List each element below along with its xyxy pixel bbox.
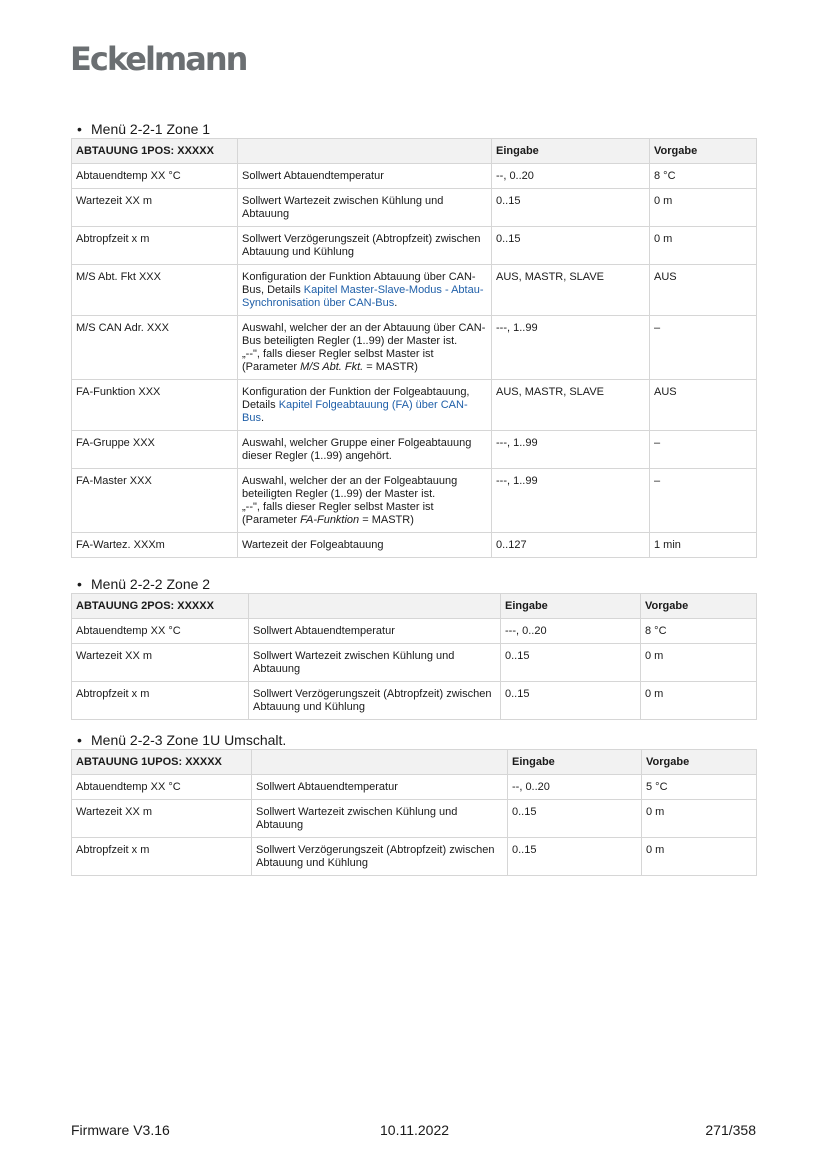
table-row [72,316,757,380]
header-input: Eingabe [508,750,642,775]
input-cell: 0..15 [508,838,642,876]
param-cell: FA-Funktion XXX [72,380,238,431]
section-heading-text: Menü 2-2-1 Zone 1 [91,121,211,137]
description-cell: Sollwert Abtauendtemperatur [238,164,492,189]
description-line: Auswahl, welcher der an der Folgeabtauung beteiligten Regler (1..99) der Master ist. [242,475,458,500]
description-line: Auswahl, welcher der an der Abtauung über CAN-Bus beteiligten Regler (1..99) der Master ist. [242,322,486,347]
table-row [72,682,757,720]
section-heading [71,732,756,749]
input-cell: --, 0..20 [508,775,642,800]
header-default: Vorgabe [642,750,757,775]
default-cell: – [650,469,757,533]
default-cell: 0 m [642,838,757,876]
param-cell: Abtropfzeit x m [72,838,252,876]
param-cell: Abtauendtemp XX °C [72,164,238,189]
table-header-row [72,139,757,164]
description-cell [238,316,492,380]
input-cell: 0..15 [501,644,641,682]
header-menu-title: ABTAUUNG 1UPOS: XXXXX [72,750,252,775]
default-cell: 0 m [650,227,757,265]
description-tail: . [260,412,265,424]
description-cell: Sollwert Verzögerungszeit (Abtropfzeit) zwischen Abtauung und Kühlung [249,682,501,720]
input-cell: ---, 1..99 [492,316,650,380]
input-cell: 0..15 [501,682,641,720]
eckelmann-logo: Eckelmann [70,40,247,78]
chapter-link[interactable]: Kapitel Master-Slave-Modus - Abtau-Synchronisation über CAN-Bus [242,284,484,309]
section-zone-1 [71,121,756,558]
bullet-icon: • [77,576,82,592]
param-cell: Wartezeit XX m [72,644,249,682]
param-cell: Wartezeit XX m [72,800,252,838]
table-row [72,189,757,227]
default-cell: AUS [650,380,757,431]
header-description [238,139,492,164]
description-cell: Sollwert Verzögerungszeit (Abtropfzeit) zwischen Abtauung und Kühlung [238,227,492,265]
param-cell: Wartezeit XX m [72,189,238,227]
default-cell: – [650,316,757,380]
parameter-name: FA-Funktion [300,514,360,526]
chapter-link[interactable]: Kapitel Folgeabtauung (FA) über CAN-Bus [242,399,468,424]
table-row [72,227,757,265]
section-zone-1u [71,732,756,876]
header-description [252,750,508,775]
description-paren-post: = MASTR) [359,514,414,526]
input-cell: ---, 1..99 [492,469,650,533]
table-row [72,619,757,644]
param-cell: Abtauendtemp XX °C [72,619,249,644]
section-heading [71,576,756,593]
description-paren-pre: (Parameter [242,361,301,373]
header-input: Eingabe [501,594,641,619]
header-menu-title: ABTAUUNG 2POS: XXXXX [72,594,249,619]
table-row [72,164,757,189]
description-cell: Sollwert Wartezeit zwischen Kühlung und Abtauung [252,800,508,838]
default-cell: 1 min [650,533,757,558]
section-heading-text: Menü 2-2-3 Zone 1U Umschalt. [91,732,287,748]
table-row [72,265,757,316]
param-cell: FA-Master XXX [72,469,238,533]
input-cell: ---, 0..20 [501,619,641,644]
description-text: Konfiguration der Funktion der Folgeabtauung, Details [242,386,470,411]
section-zone-2 [71,576,756,720]
param-cell: Abtropfzeit x m [72,682,249,720]
description-cell: Auswahl, welcher Gruppe einer Folgeabtauung dieser Regler (1..99) angehört. [238,431,492,469]
param-cell: FA-Wartez. XXXm [72,533,238,558]
header-description [249,594,501,619]
header-input: Eingabe [492,139,650,164]
input-cell: 0..15 [508,800,642,838]
table-row [72,838,757,876]
description-cell [238,265,492,316]
description-cell: Sollwert Abtauendtemperatur [249,619,501,644]
input-cell: 0..15 [492,227,650,265]
header-default: Vorgabe [650,139,757,164]
default-cell: 0 m [642,800,757,838]
parameter-name: M/S Abt. Fkt. [300,361,364,373]
bullet-icon: • [77,121,82,137]
description-line: „--", falls dieser Regler selbst Master ist [242,348,434,360]
param-cell: Abtauendtemp XX °C [72,775,252,800]
settings-table [71,138,757,558]
default-cell: 0 m [641,682,757,720]
footer-page-number: 271/358 [705,1122,756,1138]
table-row [72,775,757,800]
description-paren-pre: (Parameter [242,514,301,526]
description-cell: Sollwert Wartezeit zwischen Kühlung und Abtauung [238,189,492,227]
description-cell: Sollwert Abtauendtemperatur [252,775,508,800]
description-cell [238,380,492,431]
default-cell: 8 °C [650,164,757,189]
default-cell: AUS [650,265,757,316]
param-cell: M/S Abt. Fkt XXX [72,265,238,316]
settings-table [71,749,757,876]
default-cell: – [650,431,757,469]
description-tail: . [394,297,398,309]
param-cell: FA-Gruppe XXX [72,431,238,469]
footer-date: 10.11.2022 [380,1122,450,1138]
default-cell: 0 m [641,644,757,682]
table-row [72,800,757,838]
table-header-row [72,594,757,619]
table-row [72,380,757,431]
table-row [72,469,757,533]
section-heading-text: Menü 2-2-2 Zone 2 [91,576,211,592]
bullet-icon: • [77,732,82,748]
table-row [72,431,757,469]
footer-firmware: Firmware V3.16 [71,1122,170,1138]
description-text: Konfiguration der Funktion Abtauung über CAN-Bus, Details [242,271,476,296]
description-line: „--", falls dieser Regler selbst Master ist [242,501,434,513]
input-cell: AUS, MASTR, SLAVE [492,380,650,431]
description-cell: Sollwert Wartezeit zwischen Kühlung und Abtauung [249,644,501,682]
table-row [72,533,757,558]
param-cell: Abtropfzeit x m [72,227,238,265]
description-cell: Wartezeit der Folgeabtauung [238,533,492,558]
header-default: Vorgabe [641,594,757,619]
default-cell: 5 °C [642,775,757,800]
input-cell: --, 0..20 [492,164,650,189]
input-cell: ---, 1..99 [492,431,650,469]
header-menu-title: ABTAUUNG 1POS: XXXXX [72,139,238,164]
default-cell: 0 m [650,189,757,227]
settings-table [71,593,757,720]
input-cell: 0..15 [492,189,650,227]
table-header-row [72,750,757,775]
description-cell [238,469,492,533]
input-cell: 0..127 [492,533,650,558]
input-cell: AUS, MASTR, SLAVE [492,265,650,316]
table-row [72,644,757,682]
description-cell: Sollwert Verzögerungszeit (Abtropfzeit) zwischen Abtauung und Kühlung [252,838,508,876]
section-heading [71,121,756,138]
description-paren-post: = MASTR) [363,361,418,373]
default-cell: 8 °C [641,619,757,644]
param-cell: M/S CAN Adr. XXX [72,316,238,380]
